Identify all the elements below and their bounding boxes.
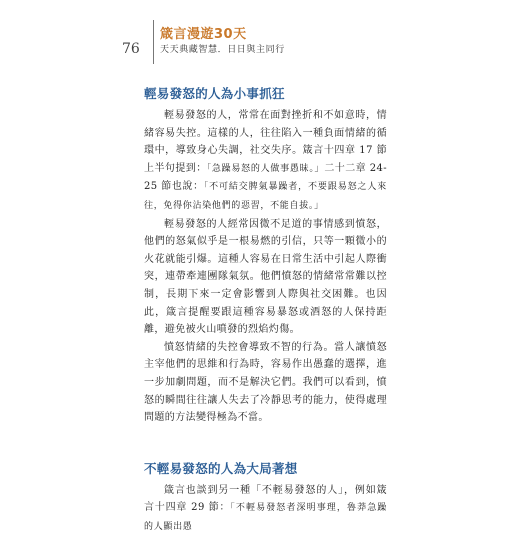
paragraph-text: 箴言也談到另一種「不輕易發怒的人」，例如箴言十四章 29 節： — [144, 484, 387, 514]
section-heading-2: 不輕易發怒的人為大局著想 — [144, 460, 298, 476]
bible-quote: 「不輕易發怒者深明事理，魯莽急躁的人顯出愚 — [144, 503, 387, 532]
paragraph — [144, 107, 387, 216]
bible-quote: 「急躁易怒的人做事愚昧。」 — [206, 163, 325, 174]
paragraph-text: 二十二章 24-25 節也說： — [144, 162, 388, 193]
paragraph-text: 輕易發怒的人，常常在面對挫折和不如意時，情緒容易失控。這樣的人，往往陷入一種負面情緒的循環中，導致身心失調，社交失序。箴言十四章 17 節上半句提到： — [144, 110, 387, 174]
bible-quote: 「不可結交脾氣暴躁者，不要跟易怒之人來往，免得你沾染他們的惡習，不能自拔。」 — [144, 182, 387, 211]
paragraph: 憤怒情緒的失控會導致不智的行為。當人讓憤怒主宰他們的思維和行為時，容易作出愚蠢的選擇，進一步加劇問題，而不是解決它們。我們可以看到，憤怒的瞬間往往讓人失去了冷靜思考的能力，使得處理問題的方法變得極為不當。 — [144, 341, 387, 424]
paragraph — [144, 482, 387, 536]
header-divider — [153, 20, 154, 64]
section-heading-1: 輕易發怒的人為小事抓狂 — [144, 86, 285, 101]
paragraph: 輕易發怒的人經常因微不足道的事情感到憤怒，他們的怒氣似乎是一根易燃的引信，只等一顆微小的火花就能引爆。這種人容易在日常生活中引起人際衝突，連帶牽連團隊氣氛。他們憤怒的情緒常常難以控制，長期下來一定會影響到人際與社交困難。也因此，箴言提醒要跟這種容易暴怒或酒怒的人保持距離，避免被火山噴發的烈焰灼傷。 — [144, 218, 387, 336]
page-body — [144, 84, 387, 536]
page-number: 76 — [122, 41, 140, 57]
series-subtitle: 天天典藏智慧．日日與主同行 — [160, 45, 285, 55]
page-header — [122, 20, 412, 64]
series-title: 箴言漫遊30天 — [160, 27, 247, 42]
